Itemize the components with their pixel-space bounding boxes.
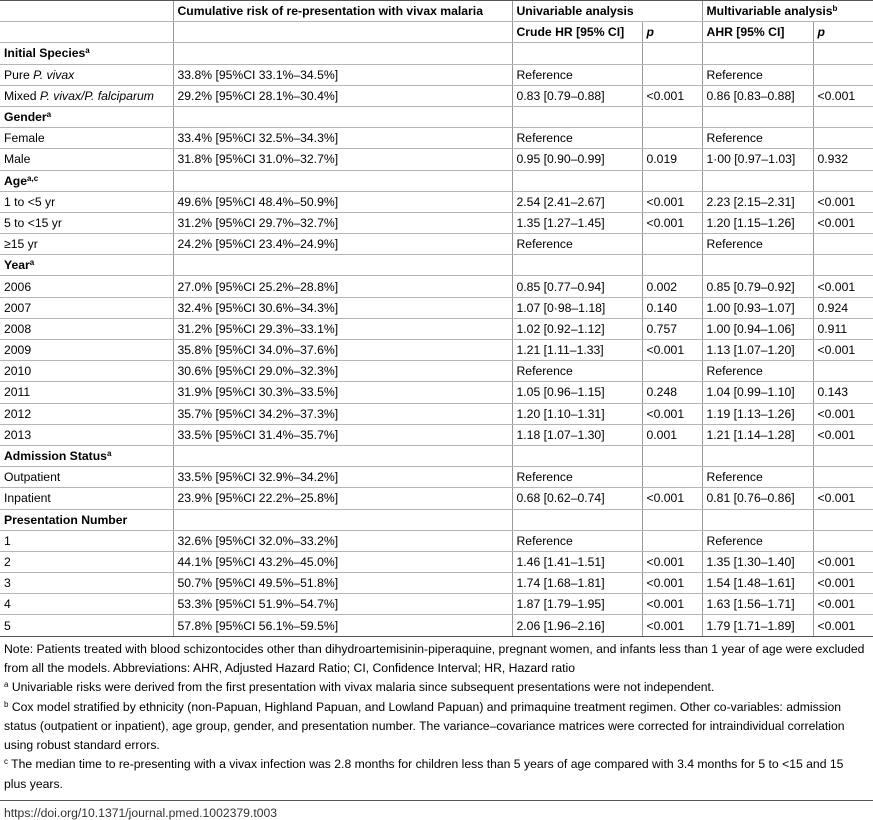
section-label-sup: a [85,46,90,56]
row-label [0,64,173,85]
row-label-species: P. vivax/P. falciparum [39,88,154,103]
cell-p-uni [642,530,702,551]
cell-ahr: 1.35 [1.30–1.40] [702,551,813,572]
empty-cell [173,43,512,64]
row-label: 1 to <5 yr [0,191,173,212]
cell-p-uni: <0.001 [642,403,702,424]
row-label: 3 [0,573,173,594]
cell-p-multi [813,64,873,85]
cell-p-multi [813,530,873,551]
empty-cell [702,445,813,466]
table-row [0,297,873,318]
cell-crude-hr: 1.07 [0·98–1.18] [512,297,642,318]
cell-ahr: 1.19 [1.13–1.26] [702,403,813,424]
cell-p-multi: <0.001 [813,212,873,233]
cell-p-uni: 0.019 [642,149,702,170]
row-label: ≥15 yr [0,234,173,255]
empty-cell [702,106,813,127]
section-label-text: Initial Species [4,46,86,61]
cell-p-multi: <0.001 [813,594,873,615]
cell-p-uni: 0.248 [642,382,702,403]
cell-cumulative-risk: 35.8% [95%CI 34.0%–37.6%] [173,340,512,361]
cell-cumulative-risk: 50.7% [95%CI 49.5%–51.8%] [173,573,512,594]
cell-crude-hr: 1.21 [1.11–1.33] [512,340,642,361]
row-label: 5 to <15 yr [0,212,173,233]
cell-crude-hr: Reference [512,361,642,382]
row-label: 1 [0,530,173,551]
cell-ahr: 0.86 [0.83–0.88] [702,85,813,106]
cell-p-uni [642,467,702,488]
cell-cumulative-risk: 29.2% [95%CI 28.1%–30.4%] [173,85,512,106]
row-label-species: P. vivax [33,67,75,82]
note-b-text: Cox model stratified by ethnicity (non-Papuan, Highland Papuan, and Lowland Papuan) and primaquine treatment regimen. Other co-variables: admission status (outpatient or inpatient), age group, gender, and presentation number. The variance–covariance matrices were corrected for intraindividual correlation using robust standard errors. [4,699,845,753]
cell-p-uni: 0.001 [642,424,702,445]
empty-cell [642,43,702,64]
row-label: 2010 [0,361,173,382]
empty-cell [512,255,642,276]
header-blank [0,1,173,22]
cell-p-multi [813,361,873,382]
cell-p-multi [813,128,873,149]
cell-ahr: Reference [702,530,813,551]
cell-crude-hr: 1.46 [1.41–1.51] [512,551,642,572]
cell-p-multi: <0.001 [813,488,873,509]
row-label: 2013 [0,424,173,445]
cell-cumulative-risk: 31.2% [95%CI 29.3%–33.1%] [173,318,512,339]
row-label: Female [0,128,173,149]
table-row [0,276,873,297]
cell-crude-hr: Reference [512,234,642,255]
empty-cell [813,445,873,466]
row-label [0,85,173,106]
cell-p-uni: <0.001 [642,573,702,594]
empty-cell [702,170,813,191]
cell-ahr: Reference [702,128,813,149]
cell-crude-hr: 0.68 [0.62–0.74] [512,488,642,509]
cell-cumulative-risk: 23.9% [95%CI 22.2%–25.8%] [173,488,512,509]
empty-cell [173,106,512,127]
cell-ahr: 0.81 [0.76–0.86] [702,488,813,509]
row-label: 2011 [0,382,173,403]
section-row-year [0,255,873,276]
cell-crude-hr: Reference [512,530,642,551]
section-row-gender [0,106,873,127]
table-row [0,85,873,106]
cell-crude-hr: 1.35 [1.27–1.45] [512,212,642,233]
header-univariable: Univariable analysis [512,1,702,22]
cell-ahr: 0.85 [0.79–0.92] [702,276,813,297]
row-label: Male [0,149,173,170]
row-label: 5 [0,615,173,636]
note-a-text: Univariable risks were derived from the first presentation with vivax malaria since subsequent presentations were not independent. [8,680,715,695]
cell-crude-hr: Reference [512,64,642,85]
table-row [0,149,873,170]
row-label: 2012 [0,403,173,424]
cell-crude-hr: 0.85 [0.77–0.94] [512,276,642,297]
cell-crude-hr: 1.74 [1.68–1.81] [512,573,642,594]
section-label-age [0,170,173,191]
section-label-year [0,255,173,276]
cell-crude-hr: 0.95 [0.90–0.99] [512,149,642,170]
empty-cell [642,255,702,276]
table-row [0,382,873,403]
table-row [0,403,873,424]
empty-cell [173,255,512,276]
empty-cell [512,170,642,191]
cell-ahr: Reference [702,467,813,488]
empty-cell [173,170,512,191]
empty-cell [813,43,873,64]
empty-cell [813,170,873,191]
empty-cell [512,445,642,466]
cell-crude-hr: 1.18 [1.07–1.30] [512,424,642,445]
note-a-mark: a [4,680,9,690]
empty-cell [702,509,813,530]
cell-p-uni: <0.001 [642,594,702,615]
section-label-sup: a [106,449,112,459]
row-label-prefix: Pure [4,67,34,82]
note-b-mark: b [4,699,9,709]
cell-crude-hr: 2.54 [2.41–2.67] [512,191,642,212]
empty-cell [813,106,873,127]
cell-cumulative-risk: 32.6% [95%CI 32.0%–33.2%] [173,530,512,551]
cell-cumulative-risk: 24.2% [95%CI 23.4%–24.9%] [173,234,512,255]
cell-crude-hr: 1.05 [0.96–1.15] [512,382,642,403]
row-label: 2007 [0,297,173,318]
note-a [4,678,869,697]
table-row [0,488,873,509]
header-row-2 [0,22,873,43]
cell-ahr: 1.13 [1.07–1.20] [702,340,813,361]
cell-crude-hr: 1.20 [1.10–1.31] [512,403,642,424]
empty-cell [702,255,813,276]
cell-ahr: Reference [702,64,813,85]
cell-p-uni: <0.001 [642,212,702,233]
cell-p-multi: 0.911 [813,318,873,339]
table-row [0,573,873,594]
cell-p-multi: 0.932 [813,149,873,170]
row-label: Outpatient [0,467,173,488]
row-label: 2006 [0,276,173,297]
section-label-sup: a [29,258,35,268]
cell-cumulative-risk: 33.5% [95%CI 31.4%–35.7%] [173,424,512,445]
table-row [0,615,873,636]
table-row [0,361,873,382]
header-multivariable-sup: b [832,4,838,14]
table-row [0,551,873,572]
cell-p-multi: <0.001 [813,276,873,297]
table-row [0,318,873,339]
header-p-multi [813,22,873,43]
cell-p-uni [642,64,702,85]
cell-cumulative-risk: 33.5% [95%CI 32.9%–34.2%] [173,467,512,488]
empty-cell [642,170,702,191]
cell-ahr: 1.00 [0.93–1.07] [702,297,813,318]
section-label-admission [0,445,173,466]
cell-ahr: Reference [702,234,813,255]
cell-ahr: 1.54 [1.48–1.61] [702,573,813,594]
cell-p-uni: <0.001 [642,191,702,212]
cell-p-uni: <0.001 [642,615,702,636]
cell-cumulative-risk: 31.9% [95%CI 30.3%–33.5%] [173,382,512,403]
cell-cumulative-risk: 57.8% [95%CI 56.1%–59.5%] [173,615,512,636]
cell-cumulative-risk: 27.0% [95%CI 25.2%–28.8%] [173,276,512,297]
header-p-uni [642,22,702,43]
cell-p-multi: <0.001 [813,403,873,424]
row-label: 2 [0,551,173,572]
section-row-presentation [0,509,873,530]
empty-cell [173,509,512,530]
section-label-text: Gender [4,110,47,125]
table-row [0,64,873,85]
cell-p-multi: <0.001 [813,340,873,361]
cell-p-multi: <0.001 [813,424,873,445]
cell-p-multi: <0.001 [813,191,873,212]
cell-p-uni [642,128,702,149]
empty-cell [813,509,873,530]
cell-p-uni: 0.140 [642,297,702,318]
section-label-sup: a,c [27,173,39,183]
cell-crude-hr: 1.02 [0.92–1.12] [512,318,642,339]
table-row [0,234,873,255]
note-c [4,755,869,794]
header-p-multi-text: p [817,25,825,40]
header-row-1 [0,1,873,22]
header-ahr: AHR [95% CI] [702,22,813,43]
section-label-gender [0,106,173,127]
cell-p-uni [642,361,702,382]
cell-p-uni: <0.001 [642,551,702,572]
cell-ahr: 1.04 [0.99–1.10] [702,382,813,403]
empty-cell [512,509,642,530]
section-label-species [0,43,173,64]
section-label-sup: a [46,110,52,120]
section-row-age [0,170,873,191]
cell-cumulative-risk: 44.1% [95%CI 43.2%–45.0%] [173,551,512,572]
empty-cell [512,43,642,64]
row-label: 2009 [0,340,173,361]
section-label-text: Admission Status [4,449,107,464]
table-row [0,594,873,615]
cell-cumulative-risk: 53.3% [95%CI 51.9%–54.7%] [173,594,512,615]
row-label: 4 [0,594,173,615]
header-multivariable [702,1,873,22]
cell-p-multi [813,234,873,255]
table-row [0,191,873,212]
cell-p-uni: <0.001 [642,85,702,106]
cell-crude-hr: 1.87 [1.79–1.95] [512,594,642,615]
doi-link[interactable]: https://doi.org/10.1371/journal.pmed.1002379.t003 [0,800,873,820]
empty-cell [813,255,873,276]
cell-ahr: 2.23 [2.15–2.31] [702,191,813,212]
table-row [0,212,873,233]
header-blank-2 [0,22,173,43]
cell-ahr: 1.63 [1.56–1.71] [702,594,813,615]
empty-cell [642,106,702,127]
cell-crude-hr: 0.83 [0.79–0.88] [512,85,642,106]
cell-p-multi [813,467,873,488]
cell-crude-hr: 2.06 [1.96–2.16] [512,615,642,636]
section-row-species [0,43,873,64]
cell-ahr: 1.00 [0.94–1.06] [702,318,813,339]
empty-cell [173,445,512,466]
cell-cumulative-risk: 31.8% [95%CI 31.0%–32.7%] [173,149,512,170]
cell-p-multi: <0.001 [813,85,873,106]
section-label-text: Age [4,173,28,188]
cell-cumulative-risk: 31.2% [95%CI 29.7%–32.7%] [173,212,512,233]
section-row-admission [0,445,873,466]
cell-ahr: 1·00 [0.97–1.03] [702,149,813,170]
row-label: Inpatient [0,488,173,509]
cell-p-uni [642,234,702,255]
section-label-presentation [0,509,173,530]
row-label: 2008 [0,318,173,339]
header-cumulative-risk: Cumulative risk of re-presentation with vivax malaria [173,1,512,22]
table-notes [0,637,873,794]
empty-cell [642,445,702,466]
empty-cell [702,43,813,64]
cell-p-uni: 0.002 [642,276,702,297]
table-row [0,467,873,488]
table-row [0,530,873,551]
cell-p-uni: <0.001 [642,488,702,509]
table-row [0,340,873,361]
note-c-text: The median time to re-presenting with a vivax infection was 2.8 months for children less than 5 years of age compared with 3.4 months for 5 to <15 and 15 plus years. [4,757,844,791]
cell-crude-hr: Reference [512,128,642,149]
table-row [0,424,873,445]
cell-ahr: 1.20 [1.15–1.26] [702,212,813,233]
note-c-mark: c [4,757,8,767]
note-b [4,698,869,756]
header-crude-hr: Crude HR [95% CI] [512,22,642,43]
empty-cell [642,509,702,530]
cell-crude-hr: Reference [512,467,642,488]
cell-p-multi: 0.924 [813,297,873,318]
section-label-text: Presentation Number [4,512,128,527]
section-label-text: Year [4,258,30,273]
header-multivariable-text: Multivariable analysis [706,4,833,19]
cell-p-uni: <0.001 [642,340,702,361]
cell-p-multi: <0.001 [813,615,873,636]
note-general: Note: Patients treated with blood schizontocides other than dihydroartemisinin-piperaquine, pregnant women, and infants less than 1 year of age were excluded from all the models. Abbreviations: AHR, Adjusted Hazard Ratio; CI, Confidence Interval; HR, Hazard ratio [4,641,865,675]
cell-p-uni: 0.757 [642,318,702,339]
header-p-uni-text: p [646,25,654,40]
cell-cumulative-risk: 33.8% [95%CI 33.1%–34.5%] [173,64,512,85]
cell-cumulative-risk: 33.4% [95%CI 32.5%–34.3%] [173,128,512,149]
cell-p-multi: 0.143 [813,382,873,403]
row-label-prefix: Mixed [4,88,40,103]
table-row [0,128,873,149]
cell-cumulative-risk: 49.6% [95%CI 48.4%–50.9%] [173,191,512,212]
cell-p-multi: <0.001 [813,551,873,572]
cell-ahr: Reference [702,361,813,382]
header-blank-3 [173,22,512,43]
empty-cell [512,106,642,127]
cell-cumulative-risk: 32.4% [95%CI 30.6%–34.3%] [173,297,512,318]
cell-ahr: 1.21 [1.14–1.28] [702,424,813,445]
cell-cumulative-risk: 30.6% [95%CI 29.0%–32.3%] [173,361,512,382]
cell-ahr: 1.79 [1.71–1.89] [702,615,813,636]
cell-cumulative-risk: 35.7% [95%CI 34.2%–37.3%] [173,403,512,424]
cell-p-multi: <0.001 [813,573,873,594]
